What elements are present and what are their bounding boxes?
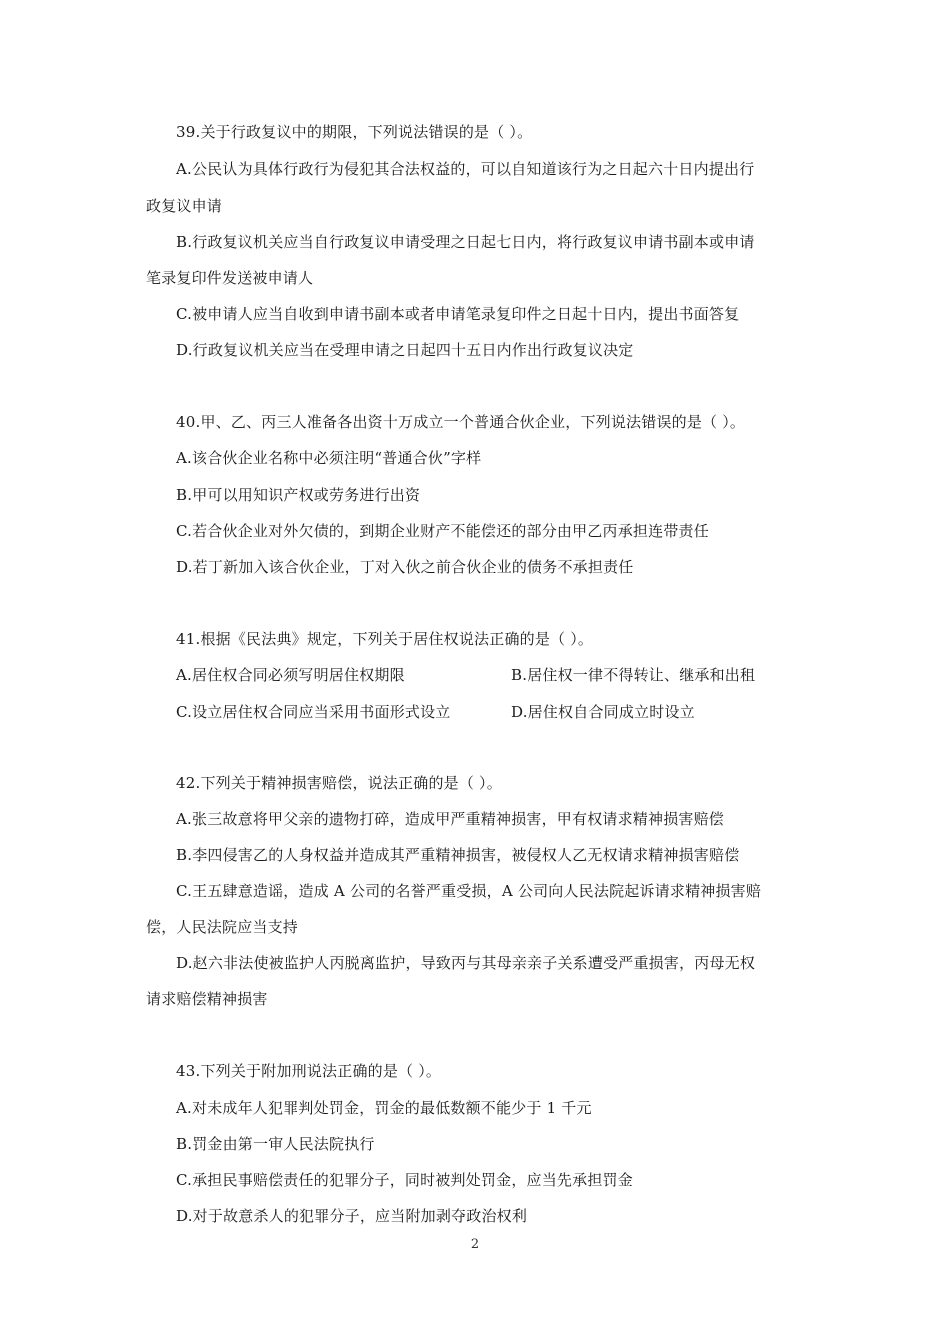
question-43-option-d: D.对于故意杀人的犯罪分子，应当附加剥夺政治权利 [176, 1207, 528, 1225]
question-42-stem: 42.下列关于精神损害赔偿，说法正确的是（ ）。 [176, 774, 502, 792]
question-41-option-b: B.居住权一律不得转让、继承和出租 [511, 666, 756, 684]
question-39-option-d: D.行政复议机关应当在受理申请之日起四十五日内作出行政复议决定 [176, 341, 634, 359]
question-40-option-a: A.该合伙企业名称中必须注明“普通合伙”字样 [176, 449, 482, 467]
question-43-stem: 43.下列关于附加刑说法正确的是（ ）。 [176, 1062, 442, 1080]
question-43-option-b: B.罚金由第一审人民法院执行 [176, 1135, 375, 1153]
question-39-option-a: A.公民认为具体行政行为侵犯其合法权益的，可以自知道该行为之日起六十日内提出行 [176, 160, 755, 178]
page-number: 2 [470, 1237, 480, 1252]
question-42-option-c-continued: 偿，人民法院应当支持 [146, 918, 299, 936]
question-42-option-d-continued: 请求赔偿精神损害 [146, 990, 268, 1008]
question-41-option-c: C.设立居住权合同应当采用书面形式设立 [176, 703, 451, 721]
question-39-option-b: B.行政复议机关应当自行政复议申请受理之日起七日内，将行政复议申请书副本或申请 [176, 233, 755, 251]
question-42-option-d: D.赵六非法使被监护人丙脱离监护，导致丙与其母亲亲子关系遭受严重损害，丙母无权 [176, 954, 756, 972]
question-41-option-a: A.居住权合同必须写明居住权期限 [176, 666, 405, 684]
question-39-option-c: C.被申请人应当自收到申请书副本或者申请笔录复印件之日起十日内，提出书面答复 [176, 305, 740, 323]
question-42-option-a: A.张三故意将甲父亲的遗物打碎，造成甲严重精神损害，甲有权请求精神损害赔偿 [176, 810, 725, 828]
question-43-option-a: A.对未成年人犯罪判处罚金，罚金的最低数额不能少于 1 千元 [176, 1099, 592, 1117]
question-39-option-a-continued: 政复议申请 [146, 197, 223, 215]
question-42-option-b: B.李四侵害乙的人身权益并造成其严重精神损害，被侵权人乙无权请求精神损害赔偿 [176, 846, 740, 864]
question-39-option-b-continued: 笔录复印件发送被申请人 [146, 269, 314, 287]
question-41-stem: 41.根据《民法典》规定，下列关于居住权说法正确的是（ ）。 [176, 630, 594, 648]
question-40-option-d: D.若丁新加入该合伙企业，丁对入伙之前合伙企业的债务不承担责任 [176, 558, 634, 576]
question-40-stem: 40.甲、乙、丙三人准备各出资十万成立一个普通合伙企业，下列说法错误的是（ ）。 [176, 413, 746, 431]
question-42-option-c: C.王五肆意造谣，造成 A 公司的名誉严重受损，A 公司向人民法院起诉请求精神损害赔 [176, 882, 762, 900]
question-39-stem: 39.关于行政复议中的期限，下列说法错误的是（ ）。 [176, 123, 533, 141]
question-40-option-c: C.若合伙企业对外欠债的，到期企业财产不能偿还的部分由甲乙丙承担连带责任 [176, 522, 709, 540]
question-40-option-b: B.甲可以用知识产权或劳务进行出资 [176, 486, 421, 504]
question-43-option-c: C.承担民事赔偿责任的犯罪分子，同时被判处罚金，应当先承担罚金 [176, 1171, 633, 1189]
question-41-option-d: D.居住权自合同成立时设立 [511, 703, 695, 721]
